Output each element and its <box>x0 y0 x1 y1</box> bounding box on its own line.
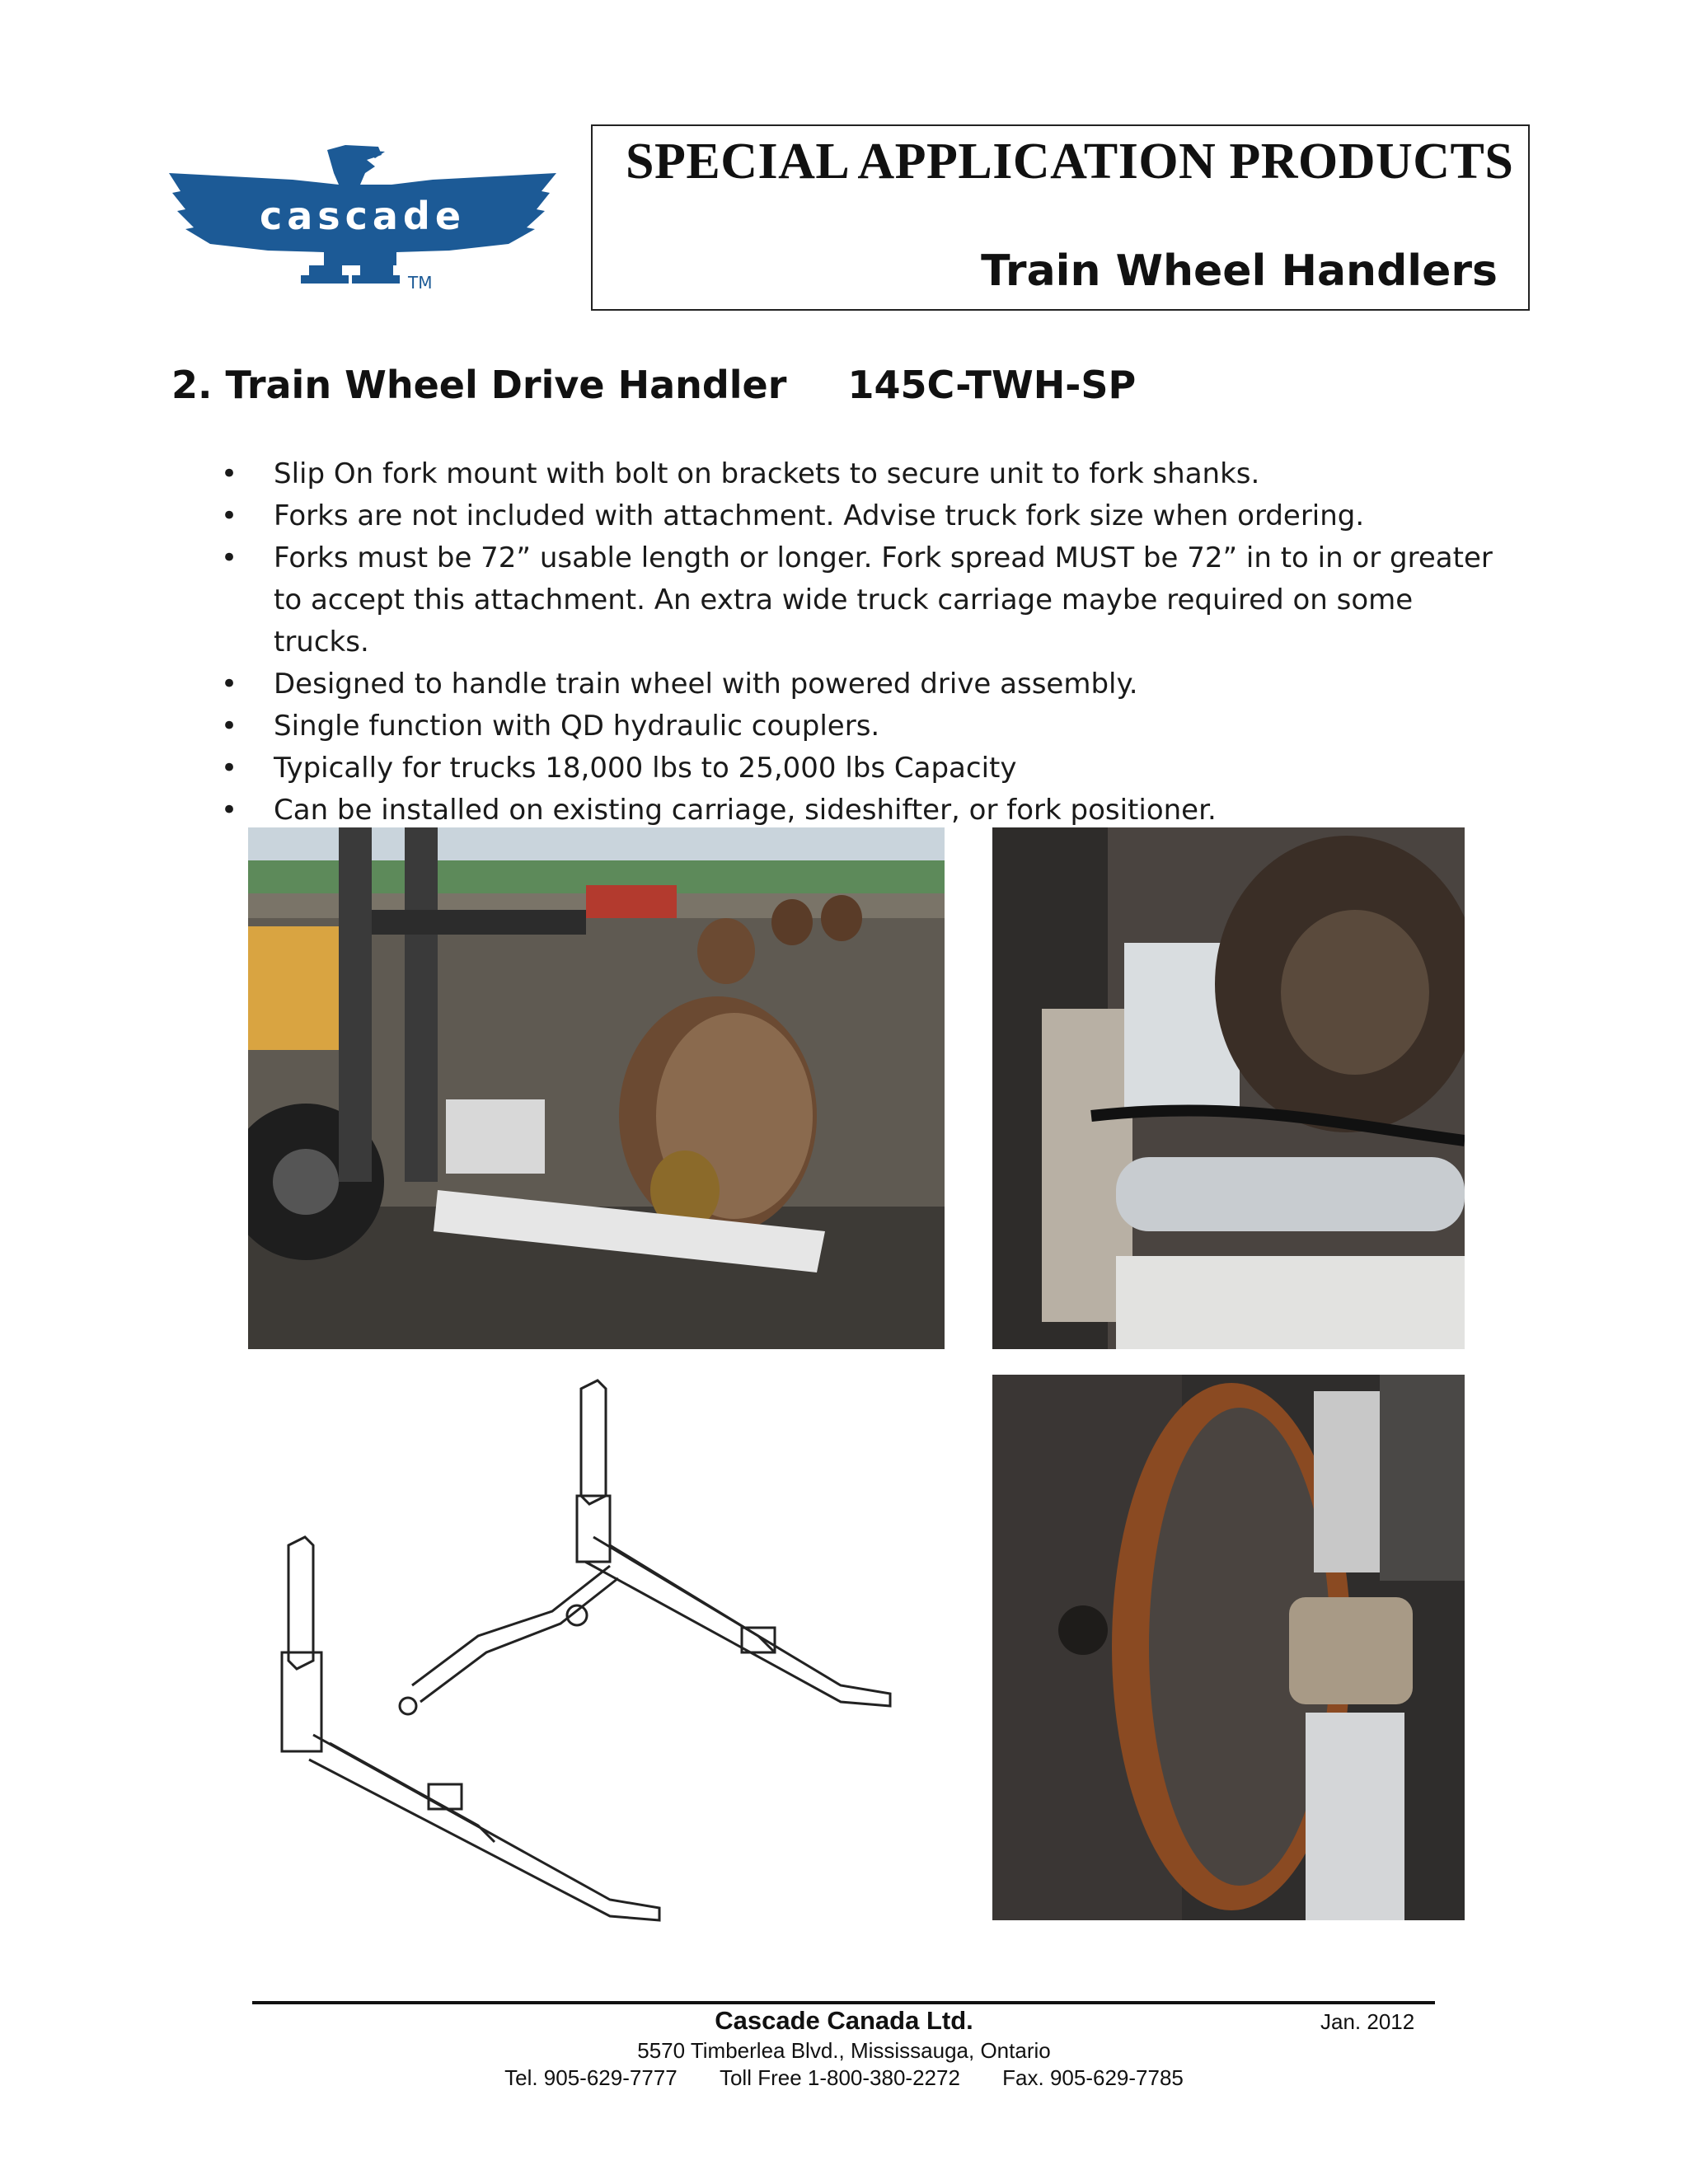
list-item: • Typically for trucks 18,000 lbs to 25,000 lbs Capacity <box>221 748 1507 790</box>
section-heading <box>171 363 1136 407</box>
photo-forklift-wheel-handler <box>248 827 945 1349</box>
photo-wheel-closeup <box>992 1375 1465 1920</box>
footer-contacts <box>0 2065 1688 2091</box>
footer-rule <box>252 2001 1435 2004</box>
list-item: • Designed to handle train wheel with powered drive assembly. <box>221 663 1507 705</box>
footer-tel: Tel. 905-629-7777 <box>504 2065 678 2090</box>
logo-text: cascade <box>259 194 467 238</box>
model-number: 145C-TWH-SP <box>847 363 1137 407</box>
footer-company: Cascade Canada Ltd. <box>715 2006 973 2035</box>
list-item: • Single function with QD hydraulic couplers. <box>221 705 1507 748</box>
attachment-line-drawing <box>264 1372 915 1933</box>
list-item: • Forks are not included with attachment. Advise truck fork size when ordering. <box>221 495 1507 537</box>
cascade-logo <box>169 142 556 298</box>
header-box <box>591 124 1530 311</box>
eagle-icon <box>169 142 556 298</box>
list-item: • Slip On fork mount with bolt on brackets to secure unit to fork shanks. <box>221 453 1507 495</box>
header-subtitle: Train Wheel Handlers <box>981 246 1498 296</box>
footer-date: Jan. 2012 <box>1320 2009 1415 2034</box>
trademark: TM <box>408 273 433 293</box>
photo-cylinder-closeup <box>992 827 1465 1349</box>
list-item: • Can be installed on existing carriage, sideshifter, or fork positioner. <box>221 790 1507 832</box>
feature-list <box>221 453 1507 832</box>
section-title: 2. Train Wheel Drive Handler <box>171 363 787 407</box>
header-title: SPECIAL APPLICATION PRODUCTS <box>626 134 1514 190</box>
footer-toll-free: Toll Free 1-800-380-2272 <box>719 2065 960 2090</box>
footer-address: 5570 Timberlea Blvd., Mississauga, Ontario <box>637 2038 1051 2063</box>
footer-fax: Fax. 905-629-7785 <box>1002 2065 1184 2090</box>
list-item: • Forks must be 72” usable length or longer. Fork spread MUST be 72” in to in or greater to accept this attachment. An extra wide truck carriage maybe required on some trucks. <box>221 537 1507 663</box>
